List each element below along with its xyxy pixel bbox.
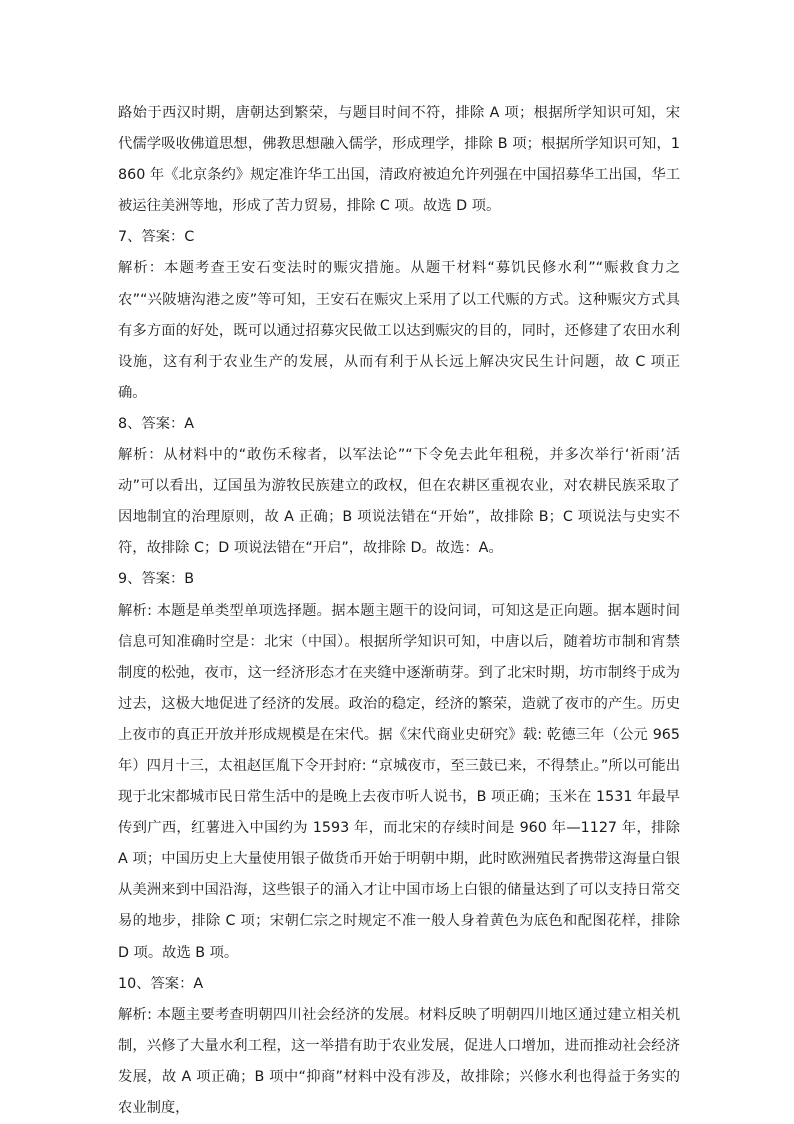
answer-7: 7、答案：C [118,229,195,246]
answer-10: 10、答案：A [118,975,204,992]
explanation-10: 解析: 本题主要考查明朝四川社会经济的发展。材料反映了明朝四川地区通过建立相关机制，兴修了大量水利工程，这一举措有助于农业发展，促进人口增加，进而推动社会经济发展，故 A 项正确；B 项中“抑商”材料中没有涉及，故排除；兴修水利也得益于务实的农业制度， [118,1006,680,1116]
explanation-8: 解析：从材料中的“敢伤禾稼者，以军法论”“下令免去此年租税，并多次举行‘祈雨’活动”可以看出，辽国虽为游牧民族建立的政权，但在农耕区重视农业，对农耕民族采取了因地制宜的治理原则，故 A 正确；B 项说法错在“开始”，故排除 B；C 项说法与史实不符，故排除 C；D 项说法错在“开启”，故排除 D。故选：A。 [118,447,680,557]
explanation-9: 解析: 本题是单类型单项选择题。据本题主题干的设问词，可知这是正向题。据本题时间信息可知准确时空是：北宋（中国）。根据所学知识可知，中唐以后，随着坊市制和宵禁制度的松弛，夜市，这一经济形态才在夹缝中逐渐萌芽。到了北宋时期，坊市制终于成为过去，这极大地促进了经济的发展。政治的稳定，经济的繁荣，造就了夜市的产生。历史上夜市的真正开放并形成规模是在宋代。据《宋代商业史研究》载: 乾德三年（公元 965 年）四月十三，太祖赵匡胤下令开封府: “京城夜市，至三鼓已来，不得禁止。”所以可能出现于北宋都城市民日常生活中的是晚上去夜市听人说书，B 项正确；玉米在 1531 年最早传到广西，红薯进入中国约为 1593 年，而北宋的存续时间是 960 年—1127 年，排除 A 项；中国历史上大量使用银子做货币开始于明朝中期，此时欧洲殖民者携带这海量白银从美洲来到中国沿海，这些银子的涌入才让中国市场上白银的储量达到了可以支持日常交易的地步，排除 C 项；宋朝仁宗之时规定不准一般人身着黄色为底色和配图花样，排除 D 项。故选 B 项。 [118,602,680,961]
answer-8: 8、答案：A [118,415,195,432]
answer-explanations [118,98,680,1124]
explanation-7: 解析：本题考查王安石变法时的赈灾措施。从题干材料“募饥民修水利”“赈救食力之农”“兴陂塘沟港之废”等可知，王安石在赈灾上采用了以工代赈的方式。这种赈灾方式具有多方面的好处，既可以通过招募灾民做工以达到赈灾的目的，同时，还修建了农田水利设施，这有利于农业生产的发展，从而有利于从长远上解决灾民生计问题，故 C 项正确。 [118,260,680,401]
answer-9: 9、答案：B [118,571,195,588]
paragraph-continuation: 路始于西汉时期，唐朝达到繁荣，与题目时间不符，排除 A 项；根据所学知识可知，宋代儒学吸收佛道思想，佛教思想融入儒学，形成理学，排除 B 项；根据所学知识可知，1860 年《北京条约》规定准许华工出国，清政府被迫允许列强在中国招募华工出国，华工被运往美洲等地，形成了苦力贸易，排除 C 项。故选 D 项。 [118,105,680,215]
